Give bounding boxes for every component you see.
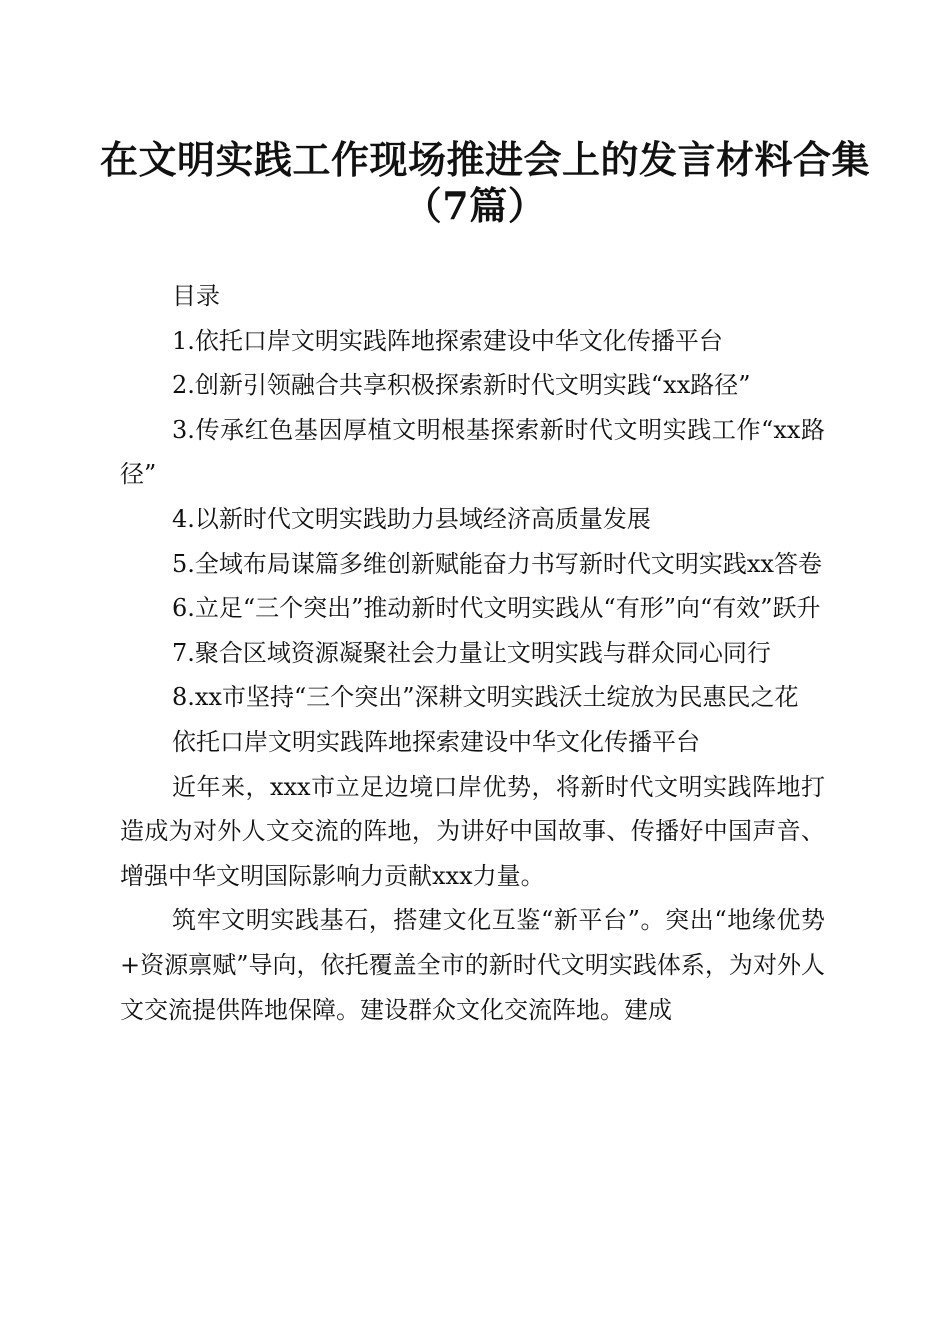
- document-title: 在文明实践工作现场推进会上的发言材料合集: [100, 137, 871, 182]
- toc-item: 7.聚合区域资源凝聚社会力量让文明实践与群众同心同行: [172, 638, 771, 667]
- toc-item: 2.创新引领融合共享积极探索新时代文明实践“xx路径”: [172, 371, 751, 400]
- toc-item: 8.xx市坚持“三个突出”深耕文明实践沃土绽放为民惠民之花: [172, 683, 799, 712]
- toc-item: 6.立足“三个突出”推动新时代文明实践从“有形”向“有效”跃升: [172, 594, 821, 623]
- toc-item: 3.传承红色基因厚植文明根基探索新时代文明实践工作“xx路径”: [120, 415, 825, 489]
- section-title: 依托口岸文明实践阵地探索建设中华文化传播平台: [172, 727, 700, 756]
- toc-item: 1.依托口岸文明实践阵地探索建设中华文化传播平台: [172, 326, 723, 355]
- document-subtitle: （7篇）: [403, 183, 547, 228]
- body-paragraph: 筑牢文明实践基石，搭建文化互鉴“新平台”。突出“地缘优势+资源禀赋”导向，依托覆盖全市的新时代文明实践体系，为对外人文交流提供阵地保障。建设群众文化交流阵地。建成: [120, 906, 825, 1024]
- document-body: [120, 274, 825, 1032]
- toc-item: 5.全域布局谋篇多维创新赋能奋力书写新时代文明实践xx答卷: [172, 549, 822, 578]
- toc-item: 4.以新时代文明实践助力县域经济高质量发展: [172, 504, 651, 533]
- body-paragraph: 近年来，xxx市立足边境口岸优势，将新时代文明实践阵地打造成为对外人文交流的阵地，为讲好中国故事、传播好中国声音、增强中华文明国际影响力贡献xxx力量。: [120, 772, 825, 890]
- toc-heading: 目录: [172, 282, 220, 310]
